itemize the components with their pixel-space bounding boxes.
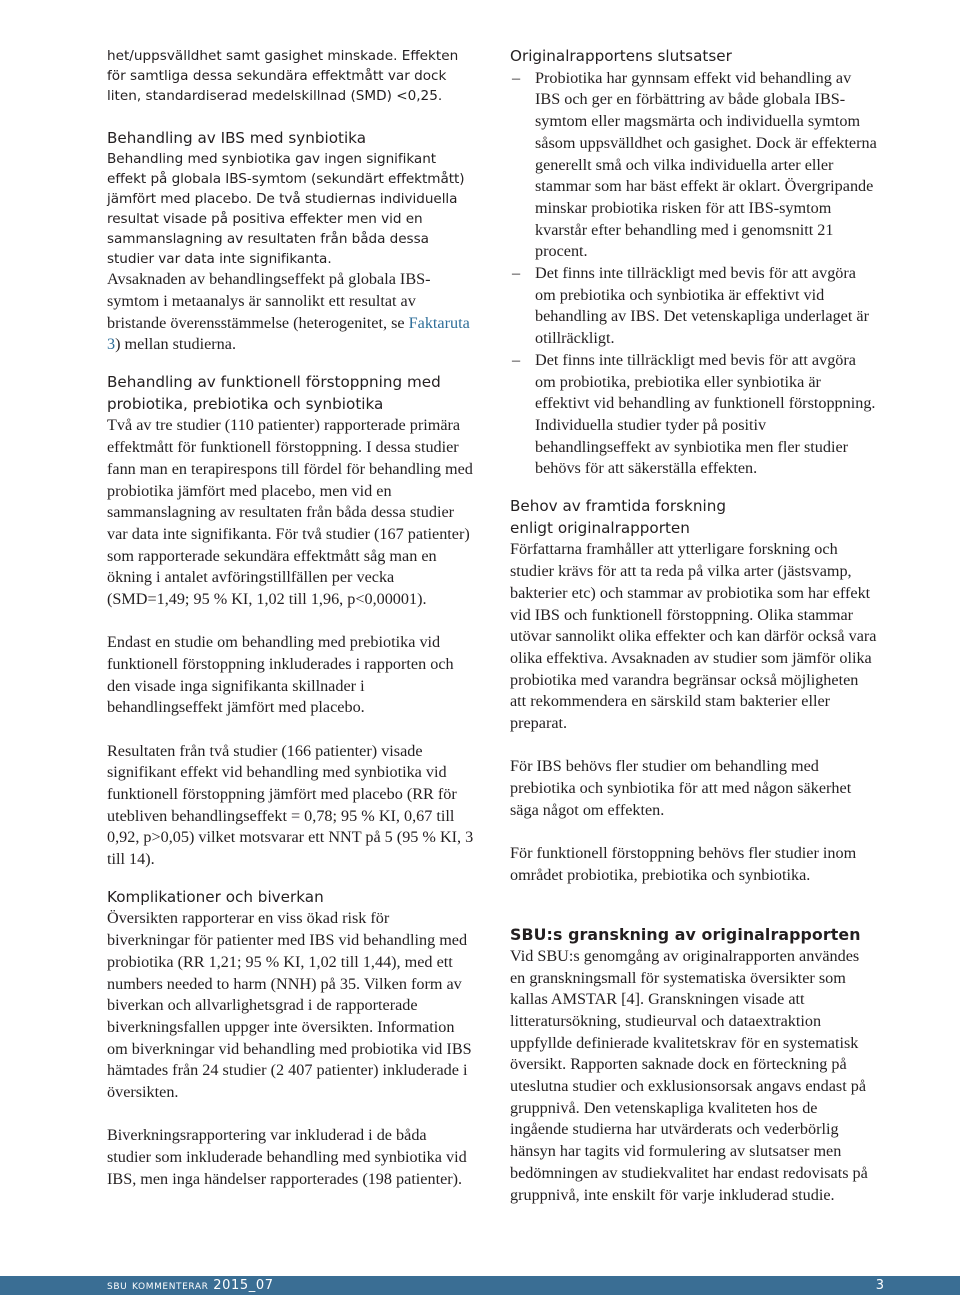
- list-item-text: Det finns inte tillräckligt med bevis för att avgöra om prebiotika och synbiotika är effektivt vid behandling av IBS. Det vetenskapliga underlaget är otillräckligt.: [535, 264, 869, 348]
- komplikationer-paragraph-2: Biverkningsrapportering var inkluderad i de båda studier som inkluderade behandling med synbiotika vid IBS, men inga händelser rapporterades (198 patienter).: [107, 1126, 467, 1188]
- behov-paragraph-3: För funktionell förstoppning behövs fler studier inom området probiotika, prebiotika och synbiotika.: [510, 843, 857, 884]
- footer-bar: [0, 1276, 960, 1295]
- forstoppning-paragraph-2: Endast en studie om behandling med prebiotika vid funktionell förstoppning inkluderades i rapporten och den visade inga signifikanta skillnader i behandlingseffekt jämfört med placebo.: [107, 633, 454, 717]
- intro-paragraph: het/uppsvälldhet samt gasighet minskade. Effekten för samtliga dessa sekundära effektmått var dock liten, standardiserad medelskillnad (SMD) <0,25.: [107, 48, 459, 104]
- sbu-granskning-heading: SBU:s granskning av originalrapporten: [510, 924, 861, 944]
- synbiotika-text-2: De två studiernas individuella resultat visade på positiva effekter men vid en sammanslagning av resultaten från båda dessa studier var data inte signifikanta.: [107, 191, 458, 268]
- page-number: 3: [875, 1278, 884, 1293]
- synbiotika-text-1: Behandling med synbiotika gav ingen signifikant effekt på globala IBS-symtom (sekundärt effektmått) jämfört med placebo.: [107, 151, 465, 208]
- dash-marker: –: [512, 264, 521, 283]
- list-item: [510, 263, 878, 350]
- dash-marker: –: [512, 350, 521, 369]
- behov-paragraph-2: För IBS behövs fler studier om behandling med prebiotika och synbiotika för att med någon säkerhet säga något om effekten.: [510, 757, 852, 819]
- forstoppning-paragraph-3: Resultaten från två studier (166 patienter) visade signifikant effekt vid behandling med synbiotika vid funktionell förstoppning jämfört med placebo (RR för utebliven behandlingseffekt = 0,78; 95 % KI, 0,67 till 0,92, p>0,05) vilket motsvarar ett NNT på 5 (95 % KI, 3 till 14).: [107, 741, 474, 869]
- komplikationer-paragraph-1: Översikten rapporterar en viss ökad risk för biverkningar för patienter med IBS vid behandling med probiotika (RR 1,21; 95 % KI, 1,02 till 1,44), med ett numbers needed to harm (NNH) på 35. Vilken form av biverkan och allvarlighetsgrad i de rapporterade biverkningsfallen uppger inte översikten. Information om biverkningar vid behandling med probiotika vid IBS hämtades från 24 studier (2 407 patienter) inkluderade i översikten.: [107, 909, 472, 1102]
- right-column: [510, 46, 878, 1206]
- synbiotika-heading: Behandling av IBS med synbiotika: [107, 128, 367, 147]
- slutsatser-heading: Originalrapportens slutsatser: [510, 47, 732, 65]
- slutsatser-list: [510, 68, 878, 480]
- list-item-text: Probiotika har gynnsam effekt vid behandling av IBS och ger en förbättring av både globala IBS-symtom eller magsmärta och individuella symtom såsom uppsvälldhet och gasighet. Dock är effekterna generellt små och vilka individuella arter eller stammar som har bäst effekt är oklart. Övergripande minskar probiotika risken för att IBS-symtom kvarstår efter behandling med i genomsnitt 21 procent.: [535, 68, 877, 261]
- list-item-text: Det finns inte tillräckligt med bevis för att avgöra om probiotika, prebiotika eller synbiotika är effektivt vid behandling av funktionell förstoppning. Individuella studier tyder på positiv behandlingseffekt av synbiotika men fler studier behövs för att säkerställa effekten.: [535, 350, 876, 478]
- synbiotika-paragraph-cont: [107, 269, 474, 356]
- komplikationer-heading: Komplikationer och biverkan: [107, 887, 324, 906]
- behov-paragraph-1: Författarna framhåller att ytterligare forskning och studier krävs för att ta reda på vilka arter (jästsvamp, bakterier etc) och stammar av probiotika som har effekt vid IBS och funktionell förstoppning. Olika stammar utövar sannolikt olika effekter och kan därför också vara olika effektiva. Avsaknaden av studier som jämför olika probiotika med varandra begränsar också möjligheten att rekommendera en särskild stam bakterier eller preparat.: [510, 540, 877, 733]
- behov-heading: Behov av framtida forskning enligt originalrapporten: [510, 497, 726, 537]
- synbiotika-paragraph: [107, 149, 474, 269]
- forstoppning-heading: Behandling av funktionell förstoppning med probiotika, prebiotika och synbiotika: [107, 373, 441, 413]
- synbiotika-text-3: Avsaknaden av behandlingseffekt på globala IBS-symtom i metaanalys är sannolikt ett resultat av bristande överensstämmelse (heterogenitet, se: [107, 270, 431, 332]
- footer-title: sbu kommenterar 2015_07: [107, 1278, 274, 1293]
- list-item: [510, 68, 878, 263]
- synbiotika-text-end: ) mellan studierna.: [115, 335, 237, 354]
- list-item: [510, 350, 878, 480]
- left-column: [107, 46, 474, 1190]
- forstoppning-paragraph-1: Två av tre studier (110 patienter) rapporterade primära effektmått för funktionell förstoppning. I dessa studier fann man en terapirespons till fördel för behandling med probiotika jämfört med placebo, men vid en sammanslagning av resultaten från båda dessa studier var data inte signifikanta. För två studier (167 patienter) som rapporterade sekundära effektmått såg man en ökning i antalet avföringstillfällen per vecka (SMD=1,49; 95 % KI, 1,02 till 1,96, p<0,00001).: [107, 416, 473, 609]
- sbu-granskning-paragraph: Vid SBU:s genomgång av originalrapporten användes en granskningsmall för systematiska översikter som kallas AMSTAR [4]. Granskningen visade att litteratursökning, studieurval och dataextraktion uppfyllde definierade kvalitetskrav för en systematisk översikt. Rapporten saknade dock en förteckning på uteslutna studier och exklusionsorsak angavs endast på gruppnivå. Den vetenskapliga kvaliteten hos de ingående studierna har utvärderats och vederbörlig hänsyn har tagits vid formulering av slutsatser men bedömningen av studiekvalitet har endast redovisats på gruppnivå, inte enskilt för varje inkluderad studie.: [510, 946, 868, 1204]
- faktaruta-link[interactable]: Faktaruta 3: [107, 313, 470, 354]
- dash-marker: –: [512, 68, 521, 87]
